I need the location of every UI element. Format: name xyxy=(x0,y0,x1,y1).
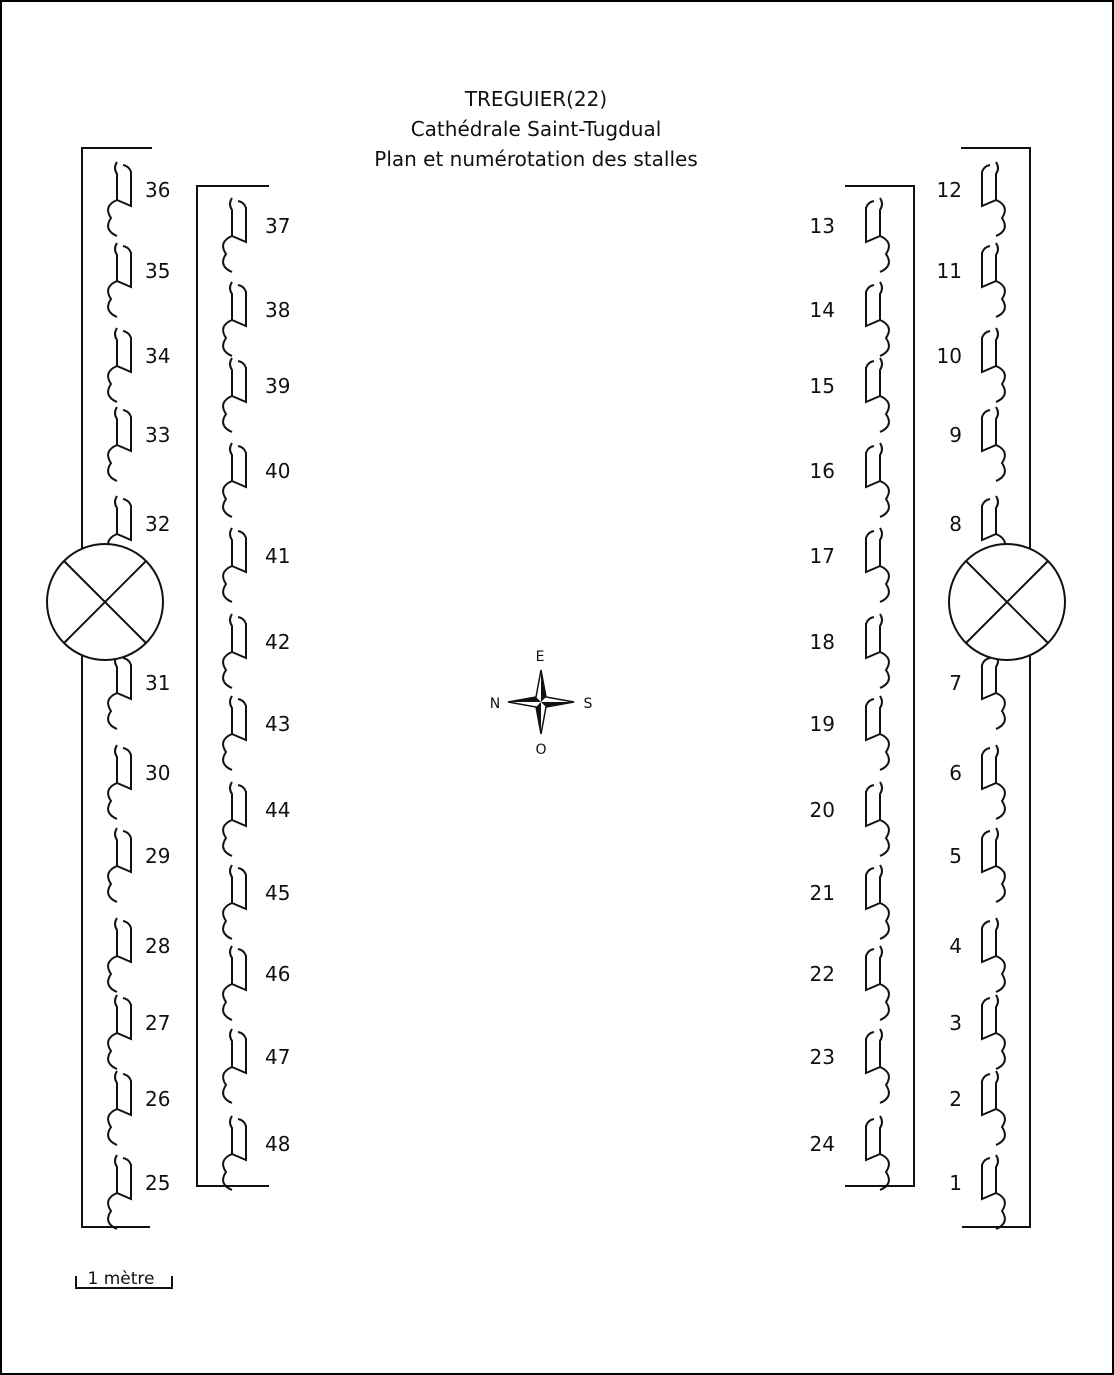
stall-seat xyxy=(866,198,889,272)
stall-number: 26 xyxy=(145,1087,171,1111)
stall-seat xyxy=(982,918,1005,992)
stall-seat xyxy=(866,358,889,432)
stall-seat xyxy=(223,282,246,356)
stall-seat xyxy=(223,782,246,856)
stall-number: 33 xyxy=(145,423,171,447)
stall-seat xyxy=(982,162,1005,236)
stall-number: 17 xyxy=(809,544,835,568)
stall-seat xyxy=(866,282,889,356)
stall-number: 21 xyxy=(809,881,835,905)
stall-number: 34 xyxy=(145,344,171,368)
stall-seat xyxy=(982,1155,1005,1229)
title-line-2: Cathédrale Saint-Tugdual xyxy=(410,117,662,141)
stall-seat xyxy=(108,655,131,729)
stall-number: 39 xyxy=(265,374,291,398)
stall-seat xyxy=(866,946,889,1020)
stall-number: 7 xyxy=(949,671,962,695)
stall-number: 14 xyxy=(809,298,835,322)
stall-seat xyxy=(982,1071,1005,1145)
compass-south-label: S xyxy=(583,696,593,712)
stall-seat xyxy=(223,614,246,688)
stall-number: 36 xyxy=(145,178,171,202)
stall-seat xyxy=(108,918,131,992)
stall-seat xyxy=(982,745,1005,819)
plan-title xyxy=(374,87,697,171)
stall-number: 2 xyxy=(949,1087,962,1111)
stall-number: 12 xyxy=(936,178,962,202)
pillar-right xyxy=(949,544,1065,660)
scale-label: 1 mètre xyxy=(87,1269,155,1289)
stall-number: 22 xyxy=(809,962,835,986)
stall-seat xyxy=(866,865,889,939)
stall-number: 4 xyxy=(949,934,962,958)
stall-number: 42 xyxy=(265,630,291,654)
stall-number: 46 xyxy=(265,962,291,986)
stall-seat xyxy=(982,407,1005,481)
stall-seat xyxy=(223,198,246,272)
stall-number: 8 xyxy=(949,512,962,536)
stall-seat xyxy=(108,745,131,819)
scale-bar xyxy=(76,1269,172,1289)
stall-number: 40 xyxy=(265,459,291,483)
stall-seat xyxy=(223,1029,246,1103)
stall-seat xyxy=(982,828,1005,902)
stall-number: 44 xyxy=(265,798,291,822)
stall-seat xyxy=(982,243,1005,317)
stall-number: 6 xyxy=(949,761,962,785)
stall-seat xyxy=(866,614,889,688)
stall-seat xyxy=(223,865,246,939)
stall-number: 1 xyxy=(949,1171,962,1195)
stall-row-inner-left xyxy=(223,198,290,1190)
stall-number: 32 xyxy=(145,512,171,536)
stall-row-outer-left xyxy=(108,162,170,1229)
stall-number: 45 xyxy=(265,881,291,905)
pillar-left xyxy=(47,544,163,660)
stall-number: 9 xyxy=(949,423,962,447)
stall-row-inner-right xyxy=(810,198,889,1190)
compass-east-label: E xyxy=(535,649,545,665)
stall-number: 25 xyxy=(145,1171,171,1195)
stall-seat xyxy=(223,946,246,1020)
stall-number: 10 xyxy=(936,344,962,368)
stall-seat xyxy=(108,328,131,402)
stall-row-outer-right xyxy=(937,162,1005,1229)
stall-number: 20 xyxy=(809,798,835,822)
stall-number: 47 xyxy=(265,1045,291,1069)
stall-number: 35 xyxy=(145,259,171,283)
inner-left-bench-wall xyxy=(197,186,269,1186)
stall-number: 31 xyxy=(145,671,171,695)
compass-north-label: N xyxy=(489,696,501,712)
stall-seat xyxy=(108,407,131,481)
stall-seat xyxy=(982,328,1005,402)
stall-seat xyxy=(108,1071,131,1145)
stall-number: 16 xyxy=(809,459,835,483)
stall-seat xyxy=(108,243,131,317)
title-line-3: Plan et numérotation des stalles xyxy=(374,147,698,171)
stall-number: 24 xyxy=(809,1132,835,1156)
stall-seat xyxy=(982,995,1005,1069)
compass-west-label: O xyxy=(535,742,547,758)
stall-number: 3 xyxy=(949,1011,962,1035)
stall-number: 19 xyxy=(809,712,835,736)
stall-number: 43 xyxy=(265,712,291,736)
stall-seat xyxy=(223,528,246,602)
stall-seat xyxy=(108,828,131,902)
stall-seat xyxy=(223,443,246,517)
stall-seat xyxy=(866,443,889,517)
stall-number: 30 xyxy=(145,761,171,785)
stall-seat xyxy=(223,1116,246,1190)
stall-seat xyxy=(866,1116,889,1190)
stall-seat xyxy=(223,358,246,432)
stall-seat xyxy=(108,1155,131,1229)
stall-number: 23 xyxy=(809,1045,835,1069)
stall-seat xyxy=(866,1029,889,1103)
inner-right-bench-wall xyxy=(845,186,914,1186)
stall-seat xyxy=(866,696,889,770)
stall-number: 11 xyxy=(936,259,962,283)
stall-seat xyxy=(108,995,131,1069)
stall-number: 41 xyxy=(265,544,291,568)
stall-number: 29 xyxy=(145,844,171,868)
stall-number: 5 xyxy=(949,844,962,868)
stall-number: 38 xyxy=(265,298,291,322)
stall-number: 15 xyxy=(809,374,835,398)
stall-seat xyxy=(108,162,131,236)
stall-number: 18 xyxy=(809,630,835,654)
stall-seat xyxy=(866,782,889,856)
stall-number: 28 xyxy=(145,934,171,958)
stall-number: 48 xyxy=(265,1132,291,1156)
stall-seat xyxy=(982,655,1005,729)
stall-number: 37 xyxy=(265,214,291,238)
stall-seat xyxy=(223,696,246,770)
stall-number: 13 xyxy=(809,214,835,238)
title-line-1: TREGUIER(22) xyxy=(464,87,608,111)
compass-rose xyxy=(490,649,593,758)
stall-seat xyxy=(866,528,889,602)
stall-number: 27 xyxy=(145,1011,171,1035)
